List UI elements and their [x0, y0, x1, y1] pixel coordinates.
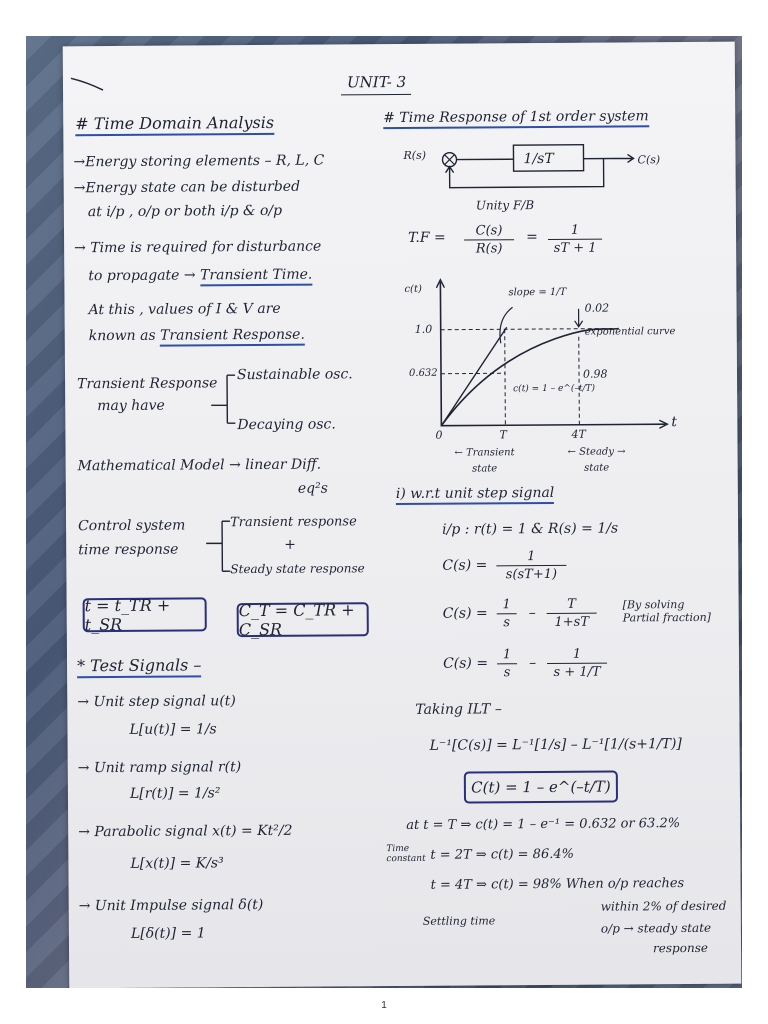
label-098: 0.98: [582, 367, 608, 381]
unit-title: UNIT- 3: [346, 72, 407, 92]
result-box: C(t) = 1 – e^(–t/T): [464, 770, 618, 803]
page-number: 1: [381, 1000, 387, 1011]
cs1-den: s(sT+1): [505, 566, 558, 583]
origin-label: 0: [435, 428, 443, 442]
transient-state-label: ← Transient state: [454, 447, 515, 475]
time-box: t = t_TR + t_SR: [83, 597, 207, 632]
y-axis-label: c(t): [404, 283, 422, 295]
sig1: → Unit step signal u(t): [77, 693, 236, 711]
transient-time: Transient Time.: [200, 267, 312, 287]
sig4-laplace: L[δ(t)] = 1: [130, 925, 206, 942]
steady-state-label: ← Steady → state: [567, 446, 626, 474]
cs-branch2: Steady state response: [230, 561, 365, 577]
within-2-percent: within 2% of desired: [600, 898, 727, 914]
cs-plus: +: [284, 536, 296, 553]
slope-pointer: [500, 307, 513, 343]
tf-lhs: T.F =: [408, 229, 446, 246]
slope-label: slope = 1/T: [508, 286, 567, 299]
tf-den2: sT + 1: [553, 240, 597, 256]
tr-branch1: Sustainable osc.: [236, 366, 353, 384]
math-model-b: eq²s: [297, 480, 328, 497]
block-tf: 1/sT: [523, 150, 554, 168]
sig2-laplace: L[r(t)] = 1/s²: [129, 785, 221, 802]
response-box: C_T = C_TR + C_SR: [237, 602, 369, 637]
cs2-lhs: C(s) =: [442, 605, 488, 622]
ilt-equation: L⁻¹[C(s)] = L⁻¹[1/s] – L⁻¹[1/(s+1/T)]: [429, 736, 682, 754]
left-line3a: → Time is required for disturbance: [74, 238, 322, 257]
settling-time-note: Settling time: [422, 914, 496, 928]
left-line3b: to propagate →: [88, 267, 196, 285]
label-002: 0.02: [584, 301, 610, 315]
transient-response: Transient Response.: [160, 327, 305, 347]
tf-den: R(s): [475, 241, 503, 257]
feedback-label: Unity F/B: [475, 198, 535, 213]
block-input: R(s): [403, 148, 427, 162]
cs3-lhs: C(s) =: [442, 655, 489, 672]
right-heading: # Time Response of 1st order system: [383, 108, 649, 129]
input-definition: i/p : r(t) = 1 & R(s) = 1/s: [442, 520, 619, 538]
cs-branch1: Transient response: [229, 514, 357, 531]
pen-stroke: [69, 74, 109, 94]
block-output: C(s): [637, 153, 661, 167]
left-heading: # Time Domain Analysis: [75, 113, 274, 136]
tr-branch2: Decaying osc.: [237, 416, 336, 434]
y-tick-1: 1.0: [414, 322, 433, 336]
left-line1: →Energy storing elements – R, L, C: [73, 152, 325, 171]
tf-num: C(s): [475, 223, 503, 239]
cs2-a-den: s: [503, 615, 511, 631]
notebook-page: [63, 42, 742, 988]
x-axis-label: t: [671, 414, 678, 431]
cs3-a-num: 1: [502, 647, 512, 663]
cs3-op: –: [528, 655, 537, 672]
x-tick-4t: 4T: [571, 427, 586, 441]
tf-num2: 1: [570, 222, 580, 238]
cs-label-a: Control system: [78, 517, 186, 535]
y-tick-0632: 0.632: [408, 367, 438, 379]
graph-axes: [440, 280, 665, 426]
left-line2a: →Energy state can be disturbed: [73, 178, 301, 197]
cs-label-b: time response: [78, 541, 179, 559]
at-t-eq-T: at t = T ⇒ c(t) = 1 – e⁻¹ = 0.632 or 63.2%: [406, 816, 681, 833]
wrt-heading: i) w.r.t unit step signal: [396, 485, 555, 505]
tr-label-a: Transient Response: [77, 375, 218, 393]
cs3-a-den: s: [503, 665, 511, 681]
slope-tangent: [441, 327, 508, 425]
left-line2b: at i/p , o/p or both i/p & o/p: [87, 202, 283, 221]
sig3-laplace: L[x(t)] = K/s³: [130, 855, 224, 872]
tf-eq: =: [526, 229, 538, 246]
math-model-a: Mathematical Model → linear Diff.: [77, 456, 322, 475]
cs2-a-num: 1: [502, 597, 511, 613]
photo-background: [26, 36, 742, 988]
at-t-eq-2T: t = 2T ⇒ c(t) = 86.4%: [430, 846, 575, 863]
left-line4b: known as: [88, 327, 156, 345]
partial-fraction-note: [By solving Partial fraction]: [622, 598, 712, 625]
left-line4a: At this , values of I & V are: [88, 300, 281, 319]
sig3: → Parabolic signal x(t) = Kt²/2: [78, 822, 293, 841]
cs1-num: 1: [527, 549, 536, 565]
sig2: → Unit ramp signal r(t): [77, 759, 242, 777]
cs3-b-den: s + 1/T: [553, 664, 601, 680]
curve-equation: c(t) = 1 – e^(–t/T): [513, 383, 596, 395]
cs3-b-num: 1: [572, 646, 582, 662]
tr-label-b: may have: [97, 397, 165, 415]
sig4: → Unit Impulse signal δ(t): [78, 896, 264, 915]
time-constant-note: Time constant: [386, 843, 426, 865]
t-marker-line: [505, 329, 506, 425]
test-signals-heading: * Test Signals –: [77, 655, 201, 678]
cs1-lhs: C(s) =: [442, 557, 488, 574]
down-arrow: [575, 309, 583, 327]
steady-state-note: o/p → steady state: [600, 920, 712, 936]
exp-curve-label: exponential curve: [584, 326, 676, 338]
at-t-eq-4T: t = 4T ⇒ c(t) = 98% When o/p reaches: [430, 876, 685, 893]
cs2-op: –: [528, 605, 536, 622]
sig1-laplace: L[u(t)] = 1/s: [129, 721, 217, 738]
cs2-b-den: 1+sT: [554, 614, 590, 630]
taking-ilt: Taking ILT –: [415, 701, 502, 718]
cs2-b-num: T: [567, 596, 577, 612]
response-note: response: [652, 940, 708, 956]
x-tick-t: T: [499, 428, 507, 442]
title-underline: [341, 94, 411, 95]
